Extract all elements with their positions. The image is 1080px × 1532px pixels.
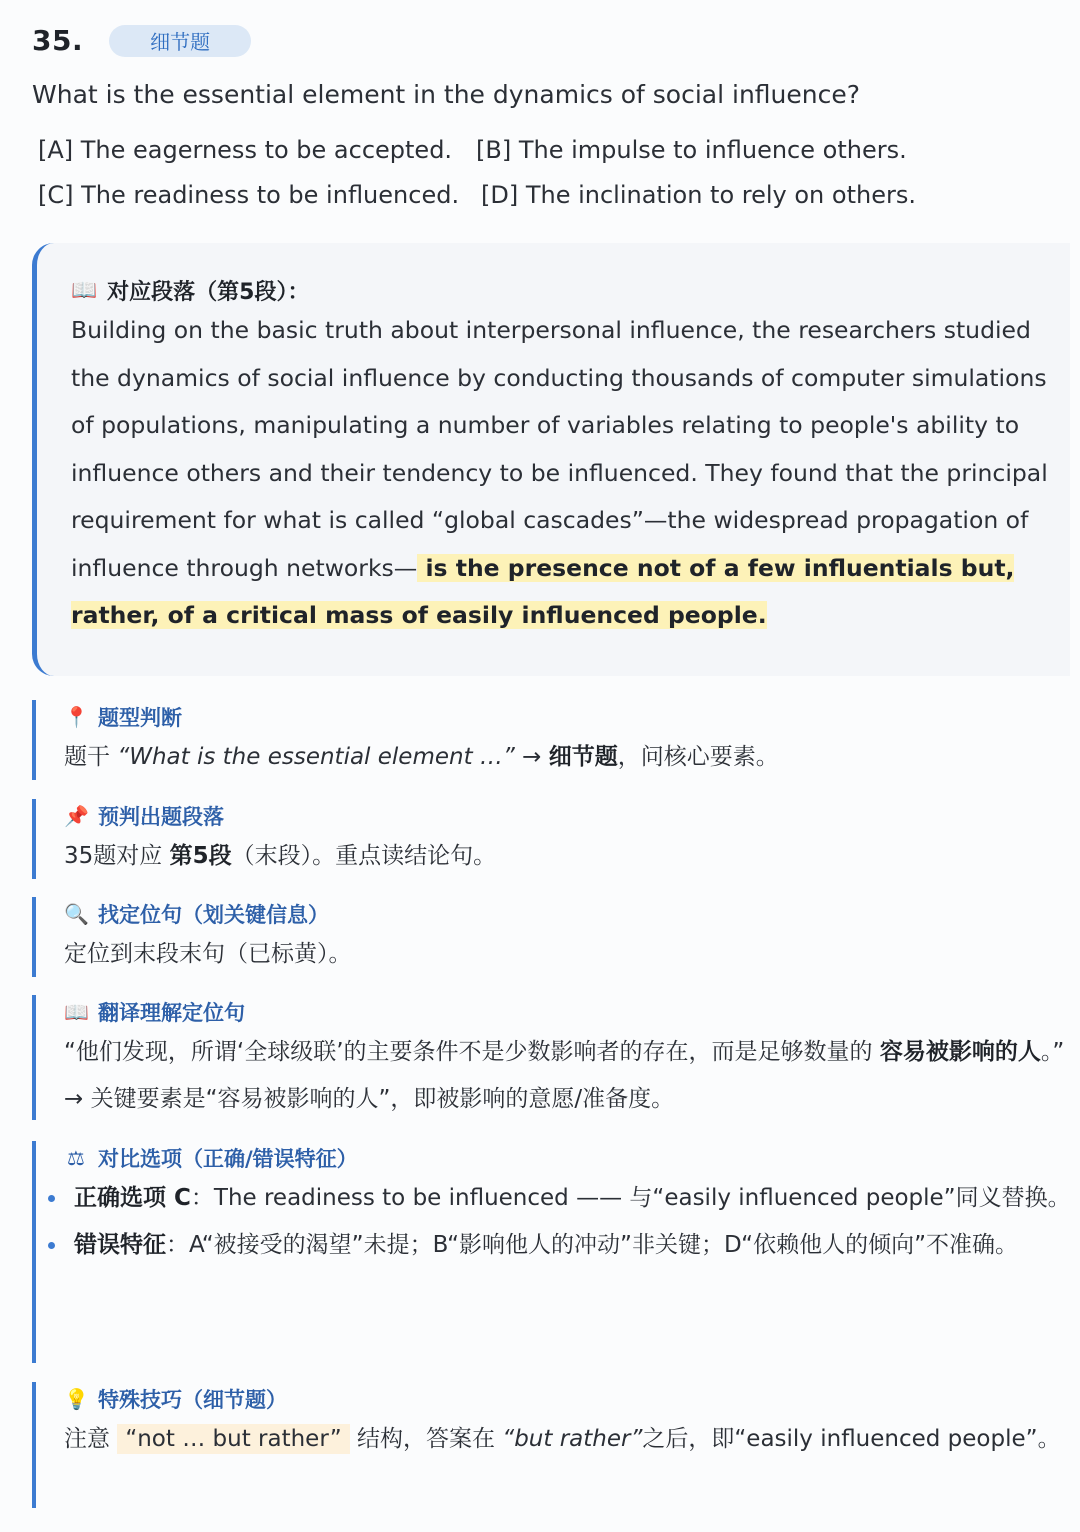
- option-a: [A] The eagerness to be accepted.: [38, 136, 453, 164]
- section-predict-paragraph: [32, 799, 1072, 879]
- text: ：A“被接受的渴望”未提；B“影响他人的冲动”非关键；D“依赖他人的倾向”不准确。: [166, 1232, 1018, 1258]
- section-body: [64, 833, 1072, 880]
- passage-highlight: is the presence not of a few influentials but, rather, of a critical mass of easily influenced people.: [71, 553, 1015, 629]
- option-b: [B] The impulse to influence others.: [476, 136, 907, 164]
- pushpin-round-icon: 📍: [64, 705, 89, 729]
- question-text: What is the essential element in the dynamics of social influence?: [32, 80, 861, 109]
- bold-text: 容易被影响的人: [879, 1039, 1041, 1065]
- question-number: 35.: [32, 24, 84, 57]
- scales-icon: ⚖: [67, 1146, 85, 1170]
- section-title: 题型判断: [98, 706, 182, 730]
- text: 结构，答案在: [349, 1426, 503, 1452]
- text: （末段）。重点读结论句。: [231, 843, 497, 869]
- question-type-badge: 细节题: [109, 25, 251, 57]
- italic-text: “What is the essential element …”: [117, 744, 515, 770]
- section-compare-options: [32, 1141, 1072, 1363]
- text: ：The readiness to be influenced —— 与“easily influenced people”同义替换。: [190, 1185, 1071, 1211]
- section-locate-sentence: [32, 897, 1072, 977]
- text: 35题对应: [64, 843, 170, 869]
- lightbulb-icon: 💡: [64, 1387, 89, 1411]
- passage-title-row: [71, 273, 1050, 307]
- passage-card: [32, 243, 1070, 676]
- section-title: 对比选项（正确/错误特征）: [98, 1147, 358, 1171]
- section-title: 找定位句（划关键信息）: [98, 903, 329, 927]
- magnifier-icon: 🔍: [64, 902, 89, 926]
- section-body: [64, 1029, 1072, 1123]
- bullet-wrong-features: [64, 1222, 1072, 1269]
- section-translate: [32, 995, 1072, 1120]
- open-book-icon: 📖: [71, 277, 98, 302]
- section-title: 翻译理解定位句: [98, 1001, 245, 1025]
- question-header: [32, 24, 251, 57]
- bullet-correct-option: [64, 1175, 1072, 1222]
- section-special-tip: [32, 1382, 1072, 1508]
- text: 题干: [64, 744, 118, 770]
- bold-text: 错误特征: [74, 1232, 166, 1258]
- passage-text: [71, 307, 1050, 640]
- code-phrase: “not … but rather”: [117, 1424, 349, 1454]
- section-body: [64, 1416, 1072, 1463]
- section-body: [64, 734, 1072, 781]
- arrow-text: →: [514, 744, 549, 770]
- text: ，问核心要素。: [617, 744, 779, 770]
- italic-text: “but rather”: [502, 1426, 643, 1452]
- bold-text: 第5段: [169, 843, 232, 869]
- text: 之后，即“easily influenced people”。: [642, 1426, 1061, 1452]
- open-book-icon: 📖: [64, 1000, 89, 1024]
- bold-text: 正确选项 C: [74, 1185, 191, 1211]
- section-question-type: [32, 700, 1072, 780]
- bold-text: 细节题: [548, 744, 618, 770]
- section-title: 预判出题段落: [98, 805, 224, 829]
- text: 注意: [64, 1426, 118, 1452]
- option-d: [D] The inclination to rely on others.: [481, 181, 916, 209]
- section-body: 定位到末段末句（已标黄）。: [64, 941, 352, 967]
- text: 。” → 关键要素是“容易被影响的人”，即被影响的意愿/准备度。: [64, 1039, 1065, 1112]
- text: “他们发现，所谓‘全球级联’的主要条件不是少数影响者的存在，而是足够数量的: [64, 1039, 880, 1065]
- passage-body: Building on the basic truth about interpersonal influence, the researchers studied the dynamics of social influence by conducting thousands of computer simulations of populations, manipulating a number of variables relating to people's ability to influence others and their tendency to be influenced. They found that the principal requirement for what is called “global cascades”—the widespread propagation of influence through networks—: [71, 316, 1048, 582]
- option-c: [C] The readiness to be influenced.: [38, 181, 460, 209]
- section-title: 特殊技巧（细节题）: [98, 1388, 287, 1412]
- pushpin-icon: 📌: [64, 804, 89, 828]
- passage-title: 对应段落（第5段）：: [107, 279, 310, 305]
